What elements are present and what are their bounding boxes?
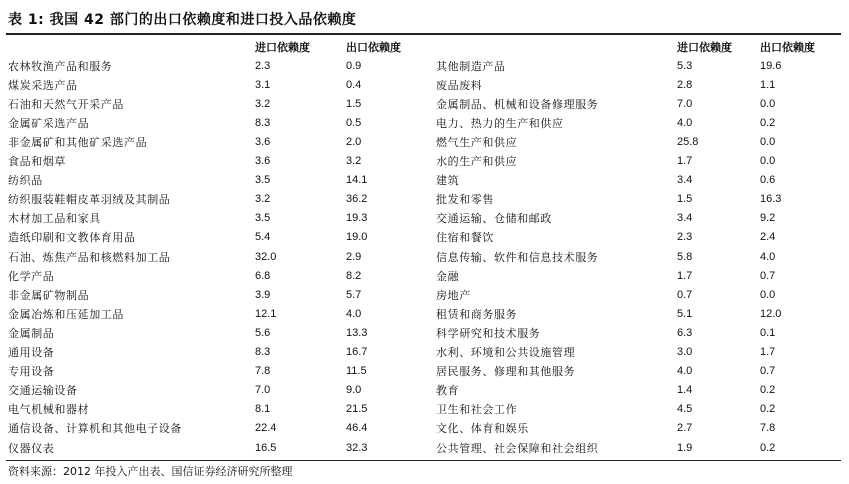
right-export-value: 9.2 — [760, 212, 776, 225]
right-export-value: 0.2 — [760, 116, 776, 129]
left-sector-name: 纺织品 — [8, 174, 43, 188]
header-right-sector — [436, 37, 677, 56]
left-import-value: 7.0 — [255, 384, 271, 397]
right-import-value: 25.8 — [677, 136, 699, 149]
left-sector-name: 通用设备 — [8, 346, 55, 360]
left-sector-name: 仪器仪表 — [8, 441, 55, 455]
left-sector-name: 非金属矿物制品 — [8, 288, 90, 302]
right-export-value: 4.0 — [760, 250, 776, 263]
left-export-value: 4.0 — [346, 307, 362, 320]
right-import-value: 0.7 — [677, 288, 693, 301]
left-import-value: 32.0 — [255, 250, 277, 263]
left-import-value: 3.5 — [255, 174, 271, 187]
right-import-value: 5.3 — [677, 59, 693, 72]
header-right-export: 出口依赖度 — [760, 40, 815, 54]
left-import-value: 7.8 — [255, 365, 271, 378]
right-export-value: 0.2 — [760, 403, 776, 416]
left-import-value: 3.6 — [255, 136, 271, 149]
table-row — [8, 94, 840, 113]
table-row — [8, 343, 840, 362]
table-row — [8, 323, 840, 342]
right-import-value: 2.3 — [677, 231, 693, 244]
right-sector-name: 水的生产和供应 — [436, 155, 518, 169]
table-row — [8, 419, 840, 438]
left-sector-name: 金属冶炼和压延加工品 — [8, 307, 124, 321]
left-export-value: 16.7 — [346, 346, 368, 359]
header-left-import: 进口依赖度 — [255, 40, 310, 54]
right-export-value: 0.2 — [760, 441, 776, 454]
left-import-value: 5.6 — [255, 326, 271, 339]
left-sector-name: 金属制品 — [8, 326, 55, 340]
header-row — [8, 37, 840, 56]
table-row — [8, 171, 840, 190]
right-import-value: 1.5 — [677, 193, 693, 206]
right-import-value: 3.4 — [677, 174, 693, 187]
left-import-value: 3.5 — [255, 212, 271, 225]
right-export-value: 0.6 — [760, 174, 776, 187]
left-sector-name: 金属矿采选产品 — [8, 116, 90, 130]
right-sector-name: 文化、体育和娱乐 — [436, 422, 529, 436]
table-row — [8, 266, 840, 285]
left-export-value: 2.0 — [346, 136, 362, 149]
left-sector-name: 电气机械和器材 — [8, 403, 90, 417]
table-row — [8, 400, 840, 419]
right-export-value: 2.4 — [760, 231, 776, 244]
left-sector-name: 专用设备 — [8, 365, 55, 379]
left-import-value: 8.1 — [255, 403, 271, 416]
right-sector-name: 教育 — [436, 384, 460, 398]
left-import-value: 22.4 — [255, 422, 277, 435]
right-sector-name: 房地产 — [436, 288, 471, 302]
left-sector-name: 非金属矿和其他矿采选产品 — [8, 136, 148, 150]
right-sector-name: 信息传输、软件和信息技术服务 — [436, 250, 599, 264]
left-import-value: 3.6 — [255, 155, 271, 168]
table-row — [8, 75, 840, 94]
right-export-value: 0.0 — [760, 136, 776, 149]
right-sector-name: 批发和零售 — [436, 193, 494, 207]
table-row — [8, 228, 840, 247]
left-export-value: 11.5 — [346, 365, 367, 378]
left-export-value: 3.2 — [346, 155, 362, 168]
left-export-value: 36.2 — [346, 193, 368, 206]
right-export-value: 0.7 — [760, 365, 776, 378]
left-import-value: 16.5 — [255, 441, 277, 454]
right-sector-name: 金属制品、机械和设备修理服务 — [436, 97, 599, 111]
left-export-value: 8.2 — [346, 269, 362, 282]
table-row — [8, 362, 840, 381]
right-export-value: 19.6 — [760, 59, 782, 72]
left-import-value: 8.3 — [255, 346, 271, 359]
left-sector-name: 交通运输设备 — [8, 384, 78, 398]
left-export-value: 1.5 — [346, 97, 362, 110]
left-import-value: 3.2 — [255, 97, 271, 110]
right-export-value: 0.1 — [760, 326, 776, 339]
table-row — [8, 113, 840, 132]
right-import-value: 4.0 — [677, 365, 693, 378]
table-body — [8, 56, 840, 457]
right-import-value: 2.8 — [677, 78, 693, 91]
table-title: 表 1: 我国 42 部门的出口依赖度和进口投入品依赖度 — [8, 12, 357, 28]
left-import-value: 3.1 — [255, 78, 271, 91]
right-export-value: 0.0 — [760, 288, 776, 301]
left-export-value: 0.4 — [346, 78, 362, 91]
left-sector-name: 农林牧渔产品和服务 — [8, 59, 113, 73]
table-row — [8, 132, 840, 151]
left-export-value: 13.3 — [346, 326, 368, 339]
right-sector-name: 水利、环境和公共设施管理 — [436, 346, 576, 360]
right-import-value: 1.9 — [677, 441, 693, 454]
left-sector-name: 化学产品 — [8, 269, 55, 283]
left-sector-name: 造纸印刷和文教体育用品 — [8, 231, 136, 245]
right-import-value: 1.7 — [677, 155, 693, 168]
right-sector-name: 废品废料 — [436, 78, 483, 92]
left-export-value: 0.5 — [346, 116, 362, 129]
left-import-value: 3.2 — [255, 193, 271, 206]
right-import-value: 3.4 — [677, 212, 693, 225]
right-export-value: 16.3 — [760, 193, 782, 206]
right-export-value: 1.1 — [760, 78, 776, 91]
table-row — [8, 152, 840, 171]
left-import-value: 12.1 — [255, 307, 277, 320]
left-sector-name: 木材加工品和家具 — [8, 212, 101, 226]
right-export-value: 0.0 — [760, 155, 776, 168]
left-export-value: 2.9 — [346, 250, 362, 263]
left-export-value: 5.7 — [346, 288, 362, 301]
left-import-value: 2.3 — [255, 59, 271, 72]
left-export-value: 21.5 — [346, 403, 368, 416]
right-sector-name: 燃气生产和供应 — [436, 136, 518, 150]
right-import-value: 5.8 — [677, 250, 693, 263]
header-left-export: 出口依赖度 — [346, 40, 401, 54]
right-sector-name: 居民服务、修理和其他服务 — [436, 365, 576, 379]
left-export-value: 14.1 — [346, 174, 368, 187]
right-import-value: 1.7 — [677, 269, 693, 282]
table-row — [8, 304, 840, 323]
left-import-value: 8.3 — [255, 116, 271, 129]
right-export-value: 7.8 — [760, 422, 776, 435]
right-export-value: 1.7 — [760, 346, 776, 359]
table-row — [8, 285, 840, 304]
table-row — [8, 56, 840, 75]
right-sector-name: 交通运输、仓储和邮政 — [436, 212, 552, 226]
source-note: 资料来源：2012 年投入产出表、国信证券经济研究所整理 — [8, 465, 293, 478]
right-sector-name: 金融 — [436, 269, 460, 283]
left-import-value: 6.8 — [255, 269, 271, 282]
table-row — [8, 190, 840, 209]
left-sector-name: 通信设备、计算机和其他电子设备 — [8, 422, 182, 436]
right-export-value: 0.0 — [760, 97, 776, 110]
dependency-table — [8, 37, 840, 457]
table-row — [8, 438, 840, 457]
right-sector-name: 科学研究和技术服务 — [436, 326, 541, 340]
right-sector-name: 公共管理、社会保障和社会组织 — [436, 441, 599, 455]
right-import-value: 4.5 — [677, 403, 693, 416]
left-export-value: 19.3 — [346, 212, 368, 225]
right-import-value: 1.4 — [677, 384, 693, 397]
left-export-value: 9.0 — [346, 384, 362, 397]
header-left-sector — [8, 37, 255, 56]
left-sector-name: 石油、炼焦产品和核燃料加工品 — [8, 250, 171, 264]
left-sector-name: 石油和天然气开采产品 — [8, 97, 124, 111]
header-right-import: 进口依赖度 — [677, 40, 732, 54]
right-sector-name: 卫生和社会工作 — [436, 403, 518, 417]
right-sector-name: 其他制造产品 — [436, 59, 506, 73]
right-import-value: 7.0 — [677, 97, 693, 110]
left-export-value: 19.0 — [346, 231, 368, 244]
right-export-value: 0.7 — [760, 269, 776, 282]
left-import-value: 3.9 — [255, 288, 271, 301]
right-sector-name: 租赁和商务服务 — [436, 307, 518, 321]
right-import-value: 6.3 — [677, 326, 693, 339]
right-sector-name: 住宿和餐饮 — [436, 231, 494, 245]
right-sector-name: 电力、热力的生产和供应 — [436, 116, 564, 130]
left-sector-name: 纺织服装鞋帽皮革羽绒及其制品 — [8, 193, 171, 207]
table-row — [8, 381, 840, 400]
right-sector-name: 建筑 — [436, 174, 460, 188]
left-export-value: 46.4 — [346, 422, 368, 435]
top-rule — [6, 33, 841, 35]
left-import-value: 5.4 — [255, 231, 271, 244]
table-row — [8, 247, 840, 266]
right-import-value: 4.0 — [677, 116, 693, 129]
left-export-value: 0.9 — [346, 59, 362, 72]
table-row — [8, 209, 840, 228]
right-export-value: 0.2 — [760, 384, 776, 397]
right-import-value: 2.7 — [677, 422, 693, 435]
left-sector-name: 食品和烟草 — [8, 155, 66, 169]
right-import-value: 5.1 — [677, 307, 693, 320]
right-export-value: 12.0 — [760, 307, 782, 320]
left-export-value: 32.3 — [346, 441, 368, 454]
left-sector-name: 煤炭采选产品 — [8, 78, 78, 92]
bottom-rule — [6, 460, 841, 461]
right-import-value: 3.0 — [677, 346, 693, 359]
